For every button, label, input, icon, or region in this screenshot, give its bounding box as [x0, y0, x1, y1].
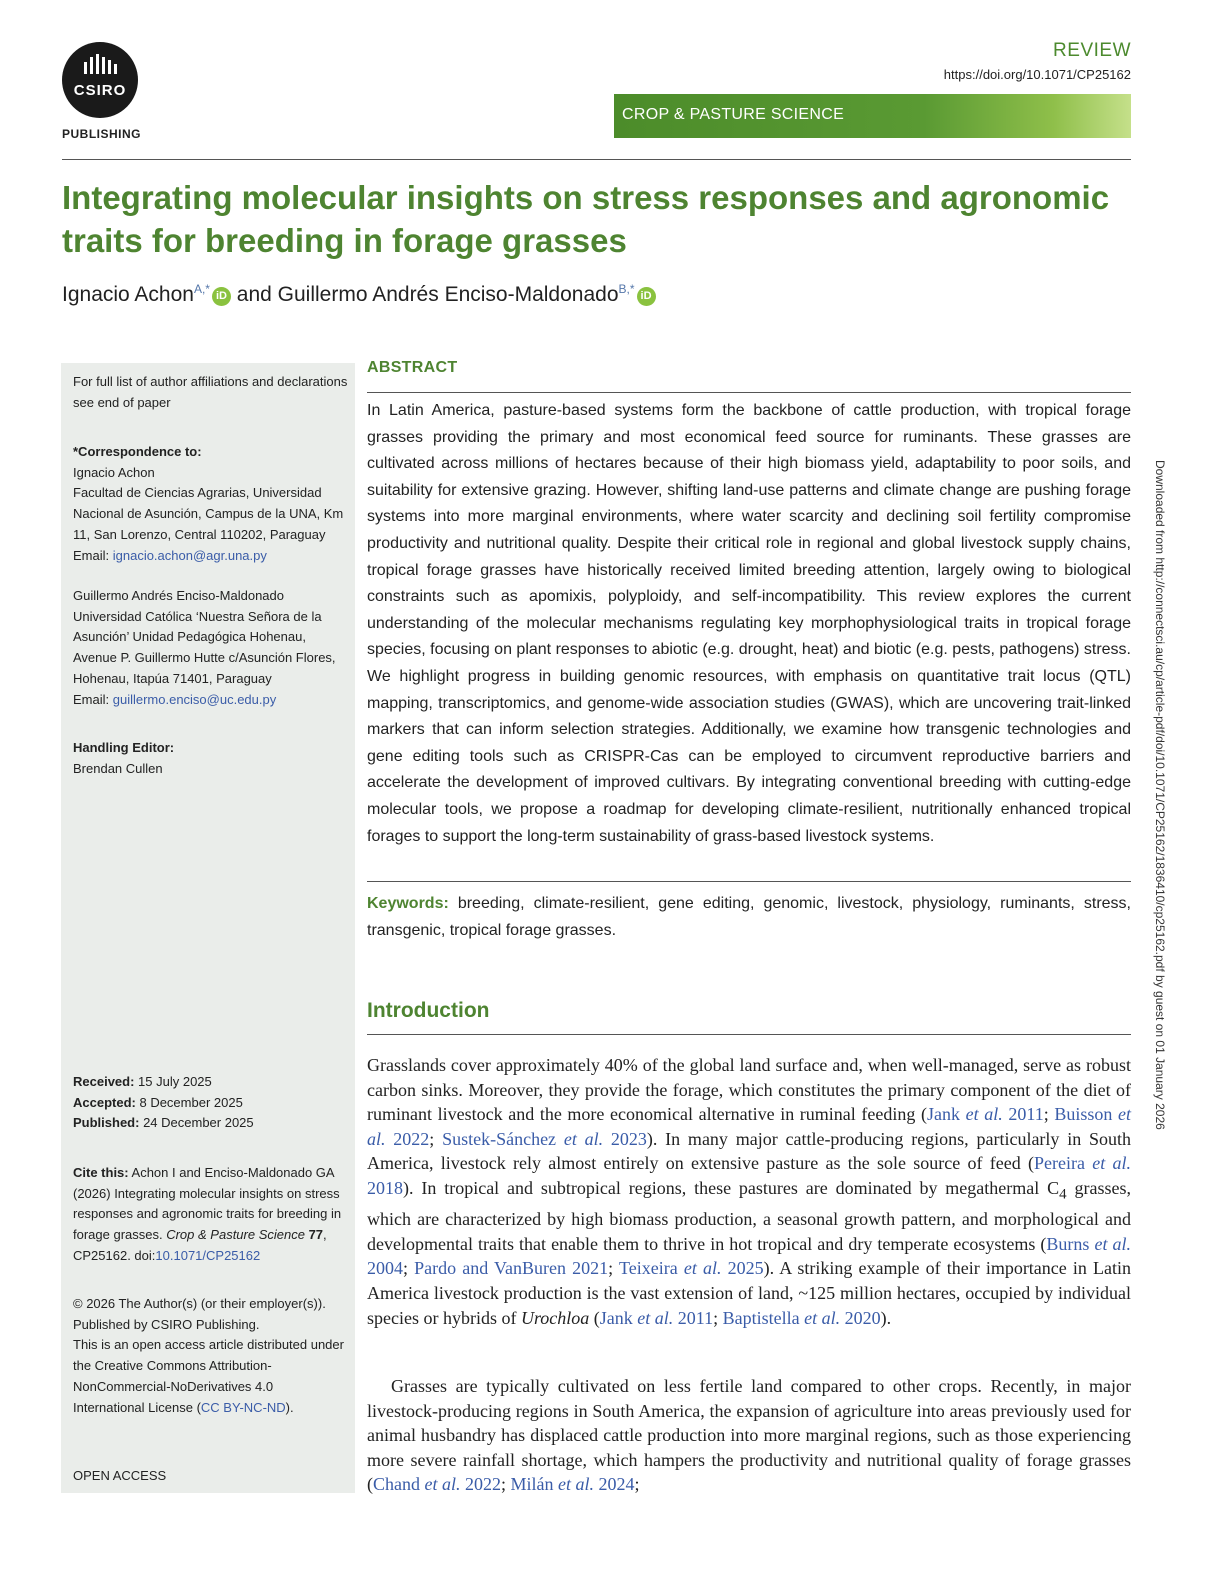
introduction-divider — [367, 1034, 1131, 1035]
cite-label: Cite this: — [73, 1165, 129, 1180]
corr2-address: Universidad Católica ‘Nuestra Señora de la Asunción’ Unidad Pedagógica Hohenau, Avenue P. Guillermo Hutte c/Asunción Flores, Hohenau, Itapúa 71401, Paraguay — [73, 608, 336, 686]
journal-name: CROP & PASTURE SCIENCE — [622, 106, 845, 123]
journal-banner — [614, 94, 1131, 138]
affiliations-note: For full list of author affiliations and declarations see end of paper — [73, 374, 348, 410]
subscript: 4 — [1059, 1186, 1067, 1203]
citation-separator: ; — [1043, 1104, 1055, 1125]
received-date: 15 July 2025 — [134, 1074, 212, 1089]
handling-editor-label: Handling Editor: — [73, 740, 175, 755]
csiro-bars-icon — [80, 54, 120, 78]
dates-block — [73, 1072, 348, 1134]
body-text: ). In tropical and subtropical regions, these pastures are dominated by megathermal C — [403, 1177, 1060, 1198]
citation-separator: ; — [403, 1258, 415, 1279]
body-text: ). A striking example of their importance in Latin America livestock production is the vast extension of land, ~125 million hectares, occupied by individual species or hybrids of — [367, 1258, 1132, 1328]
citation-link[interactable]: Burns et al. 2004 — [367, 1233, 1131, 1279]
author-affiliation: A,* — [193, 282, 210, 296]
logo-text: CSIRO — [73, 82, 127, 99]
csiro-logo — [62, 42, 138, 118]
corr2-name: Guillermo Andrés Enciso-Maldonado — [73, 588, 284, 603]
correspondence-block — [73, 442, 348, 566]
citation-separator: ; — [608, 1258, 619, 1279]
citation-link[interactable]: Milán et al. 2024 — [510, 1474, 635, 1495]
license-text: This is an open access article distributed under the Creative Commons Attribution-NonCommercial-NoDerivatives 4.0 International License ( — [73, 1337, 344, 1415]
handling-editor-block — [73, 738, 348, 779]
abstract-heading: ABSTRACT — [367, 359, 458, 376]
correspondence-label: *Correspondence to: — [73, 444, 202, 459]
citation-separator: ; — [501, 1474, 511, 1495]
citation-link[interactable]: Buisson et al. 2022 — [367, 1104, 1131, 1149]
abstract-text: In Latin America, pasture-based systems form the backbone of cattle production, with tropical forage grasses providing the primary and most economical feed source for ruminants. These grasses are cultivated across millions of hectares because of their high biomass yield, adaptability to poor soils, and suitability for extensive grazing. However, shifting land-use patterns and climate change are pushing forage systems into more marginal environments, where water scarcity and declining soil fertility compromise productivity and nutritional quality. Despite their critical role in regional and global livestock supply chains, tropical forage grasses have historically received limited breeding attention, largely owing to biological constraints such as apomixis, polyploidy, and self-incompatibility. This review explores the current understanding of the molecular mechanisms regulating key morphophysiological traits in tropical forage species, focusing on plant responses to abiotic (e.g. drought, heat) and biotic (e.g. pests, pathogens) stress. We highlight progress in building genomic resources, with emphasis on quantitative trait locus (QTL) mapping, transcriptomics, and genome-wide association studies (GWAS), which are uncovering trait-linked markers that can inform selection strategies. Additionally, we examine how transgenic technologies and gene editing tools such as CRISPR-Cas can be employed to circumvent reproductive barriers and accelerate the development of improved cultivars. By integrating conventional breeding with cutting-edge molecular tools, we propose a roadmap for developing climate-resilient, nutritionally enhanced tropical forages to support the long-term sustainability of grass-based livestock systems. — [367, 402, 1131, 845]
email-label: Email: — [73, 691, 113, 707]
author-line — [62, 282, 656, 307]
citation-link[interactable]: Teixeira et al. 2025 — [618, 1258, 764, 1279]
received-label: Received: — [73, 1074, 135, 1089]
published-date: 24 December 2025 — [139, 1115, 254, 1131]
keywords-list: breeding, climate-resilient, gene editing, genomic, livestock, physiology, ruminants, stress, transgenic, tropical forage grasses. — [367, 895, 1131, 939]
body-text: ; — [634, 1474, 640, 1495]
citation-separator: ; — [713, 1307, 723, 1328]
intro-paragraph-1 — [367, 1053, 1131, 1330]
abstract-divider-bottom — [367, 881, 1131, 882]
citation-link[interactable]: Jank et al. 2011 — [927, 1104, 1044, 1125]
body-text: Grasslands cover approximately 40% of the global land surface and, when well-managed, serve as robust carbon sinks. Moreover, they provide the forage, which constitutes the primary component of the diet of ruminant livestock and the more economical alternative in ruminal feeding ( — [367, 1055, 1131, 1125]
header-divider — [62, 159, 1131, 160]
cite-text: Achon I and Enciso-Maldonado GA (2026) Integrating molecular insights on stress responses and agronomic traits for breeding in forage grasses. — [73, 1165, 342, 1243]
orcid-icon[interactable]: iD — [212, 287, 231, 306]
citation-link[interactable]: Chand et al. 2022 — [373, 1474, 501, 1495]
keywords-label: Keywords: — [367, 895, 449, 912]
download-watermark — [1155, 460, 1169, 1150]
citation-link[interactable]: Pardo and VanBuren 2021 — [414, 1258, 609, 1279]
cite-journal: Crop & Pasture Science — [166, 1227, 305, 1243]
cite-doi-link[interactable]: 10.1071/CP25162 — [155, 1247, 261, 1263]
introduction-heading: Introduction — [367, 999, 490, 1022]
citation-link[interactable]: Baptistella et al. 2020 — [722, 1307, 881, 1328]
license-end: ). — [285, 1399, 294, 1415]
email-label: Email: — [73, 547, 113, 563]
author-connector: and — [230, 283, 278, 306]
correspondence-block-2 — [73, 586, 348, 710]
citation-link[interactable]: Jank et al. 2011 — [599, 1307, 714, 1328]
accepted-date: 8 December 2025 — [135, 1094, 243, 1110]
article-type: REVIEW — [1053, 40, 1131, 61]
citation-link[interactable]: Pereira et al. 2018 — [367, 1153, 1131, 1198]
license-link[interactable]: CC BY-NC-ND — [200, 1399, 286, 1415]
intro-paragraph-2 — [367, 1374, 1131, 1497]
corr1-email-link[interactable]: ignacio.achon@agr.una.py — [112, 547, 267, 563]
body-text: ). — [880, 1307, 892, 1328]
author-name[interactable]: Guillermo Andrés Enciso-Maldonado — [277, 283, 619, 306]
author-name[interactable]: Ignacio Achon — [62, 283, 194, 306]
genus-name: Urochloa — [520, 1307, 590, 1328]
cite-rest: , CP25162. doi: — [73, 1227, 327, 1263]
body-text: grasses, which are characterized by high biomass production, a seasonal growth pattern, and morphological and developmental traits that enable them to thrive in hot tropical and dry temperate ecosystems ( — [367, 1177, 1131, 1254]
citation-separator: ; — [429, 1128, 443, 1149]
body-text: ( — [589, 1307, 600, 1328]
corr2-email-link[interactable]: guillermo.enciso@uc.edu.py — [112, 691, 277, 707]
citation-link[interactable]: Sustek-Sánchez et al. 2023 — [442, 1128, 647, 1149]
corr1-address: Facultad de Ciencias Agrarias, Universidad Nacional de Asunción, Campus de la UNA, Km 11, San Lorenzo, Central 110202, Paraguay — [73, 485, 344, 542]
handling-editor-name: Brendan Cullen — [73, 760, 163, 776]
keywords — [367, 891, 1131, 944]
open-access-label: OPEN ACCESS — [73, 1468, 167, 1483]
citation-block — [73, 1163, 348, 1267]
published-label: Published: — [73, 1115, 140, 1131]
publishing-label: PUBLISHING — [62, 127, 142, 141]
orcid-icon[interactable]: iD — [637, 287, 656, 306]
license-block — [73, 1294, 348, 1418]
article-title: Integrating molecular insights on stress responses and agronomic traits for breeding in forage grasses — [62, 179, 1110, 259]
download-note: Downloaded from http://connectsci.au/cp/article-pdf/doi/10.1071/CP25162/1836410/cp25162.pdf by guest on 01 January 2026 — [1153, 460, 1167, 1130]
doi-link[interactable]: https://doi.org/10.1071/CP25162 — [943, 67, 1131, 82]
body-text: Grasses are typically cultivated on less fertile land compared to other crops. Recently, in major livestock-producing regions in South America, the expansion of agriculture into areas previously used for animal husbandry has displaced cattle production into more marginal regions, such as those experiencing more severe rainfall shortage, which hampers the productivity and nutritional quality of forage grasses ( — [367, 1376, 1131, 1495]
accepted-label: Accepted: — [73, 1094, 136, 1110]
corr1-name: Ignacio Achon — [73, 464, 155, 480]
copyright-text: © 2026 The Author(s) (or their employer(s)). Published by CSIRO Publishing. — [73, 1296, 326, 1332]
author-affiliation: B,* — [618, 282, 635, 296]
cite-volume: 77 — [304, 1227, 324, 1243]
body-text: ). In many major cattle-producing regions, particularly in South America, livestock rely almost entirely on extensive pasture as the sole source of feed ( — [367, 1128, 1131, 1174]
abstract-divider-top — [367, 392, 1131, 393]
